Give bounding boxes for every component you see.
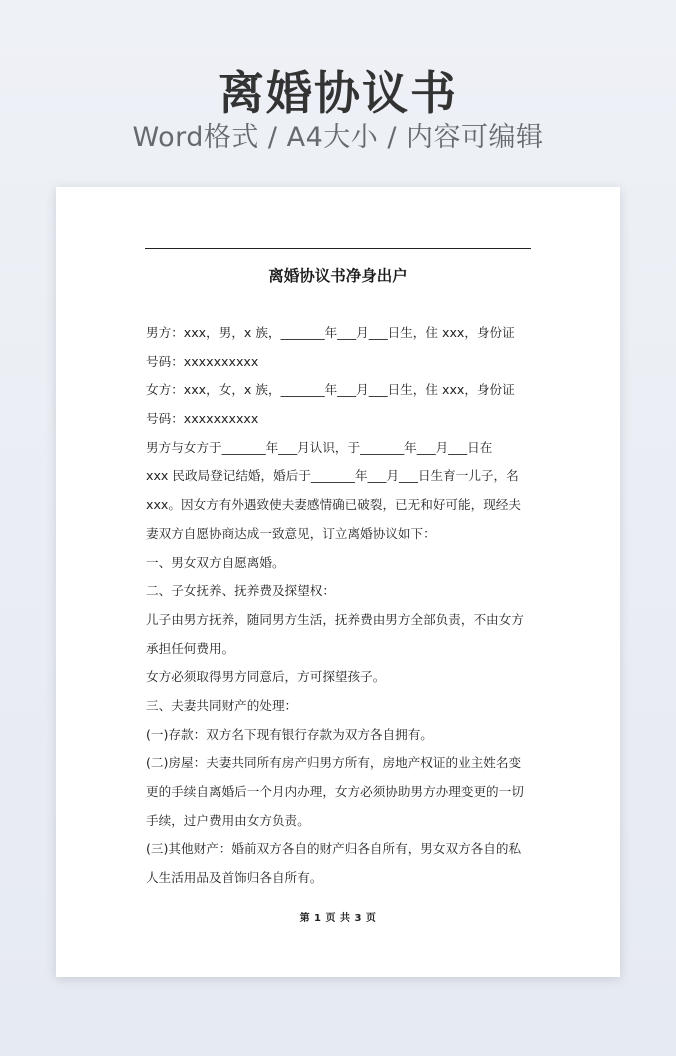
header-rule bbox=[145, 248, 531, 249]
body-line: 女方必须取得男方同意后，方可探望孩子。 bbox=[146, 669, 386, 685]
document-title: 离婚协议书净身出户 bbox=[268, 267, 408, 285]
document-body bbox=[146, 319, 530, 893]
banner bbox=[0, 0, 676, 186]
body-line: 儿子由男方抚养，随同男方生活，抚养费由男方全部负责，不由女方 bbox=[146, 611, 524, 627]
body-line: 承担任何费用。 bbox=[146, 640, 235, 656]
section-heading: 一、男女双方自愿离婚。 bbox=[146, 554, 285, 570]
body-line: (三)其他财产：婚前双方各自的财产归各自所有，男女双方各自的私 bbox=[146, 841, 522, 857]
section-heading: 二、子女抚养、抚养费及探望权： bbox=[146, 583, 335, 599]
body-line: 男方：xxx，男，x 族，_______年___月___日生，住 xxx，身份证 bbox=[146, 325, 515, 340]
body-line: 男方与女方于_______年___月认识，于_______年___月___日在 bbox=[146, 439, 493, 455]
body-line: 号码：xxxxxxxxxx bbox=[146, 353, 259, 369]
body-line: 妻双方自愿协商达成一致意见，订立离婚协议如下： bbox=[146, 525, 436, 541]
body-line: xxx 民政局登记结婚，婚后于_______年___月___日生育一儿子，名 bbox=[146, 468, 519, 484]
body-line: 人生活用品及首饰归各自所有。 bbox=[146, 870, 323, 886]
document-page bbox=[56, 187, 620, 977]
section-heading: 三、夫妻共同财产的处理： bbox=[146, 697, 298, 713]
body-line: 手续，过户费用由女方负责。 bbox=[146, 812, 310, 828]
body-line: 号码：xxxxxxxxxx bbox=[146, 411, 259, 427]
body-line: xxx。因女方有外遇致使夫妻感情确已破裂，已无和好可能，现经夫 bbox=[146, 497, 521, 513]
banner-title: 离婚协议书 bbox=[218, 66, 458, 120]
body-line: (二)房屋：夫妻共同所有房产归男方所有，房地产权证的业主姓名变 bbox=[146, 755, 522, 771]
body-line: 女方：xxx，女，x 族，_______年___月___日生，住 xxx，身份证 bbox=[146, 382, 515, 398]
body-line: 更的手续自离婚后一个月内办理，女方必须协助男方办理变更的一切 bbox=[146, 784, 524, 799]
page-number: 第 1 页 共 3 页 bbox=[299, 913, 377, 924]
banner-subtitle: Word格式 / A4大小 / 内容可编辑 bbox=[132, 122, 544, 153]
body-line: (一)存款：双方名下现有银行存款为双方各自拥有。 bbox=[146, 726, 433, 742]
